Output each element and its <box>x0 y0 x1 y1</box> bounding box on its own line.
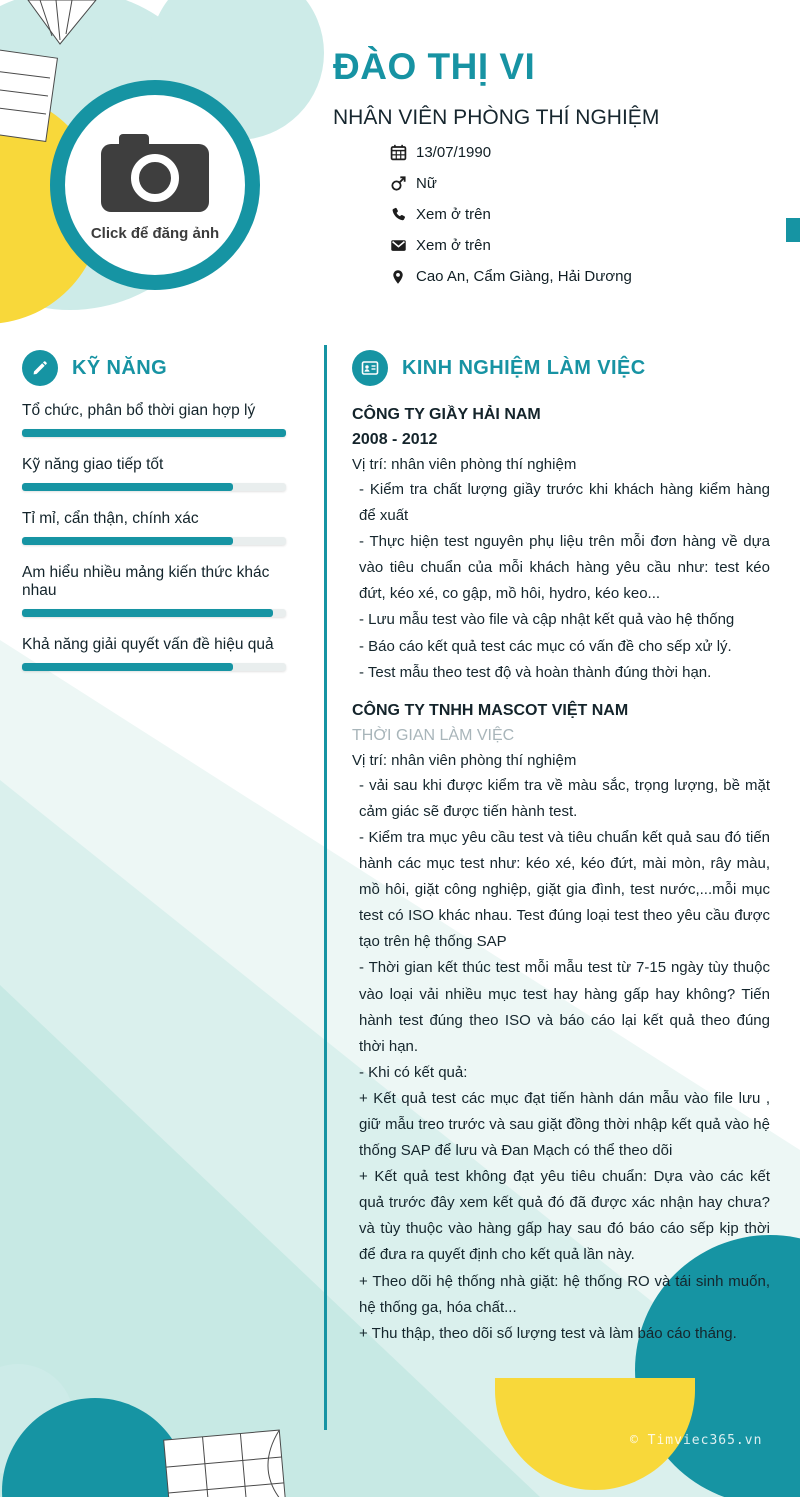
skill-item <box>22 564 286 617</box>
job-detail-line: + Kết quả test các mục đạt tiến hành dán mẫu vào file lưu , giữ mẫu treo trước và sau giặt đồng thời nhập kết quả vào hệ thống SAP để lưu và Đan Mạch có thể theo dõi <box>359 1089 770 1160</box>
contact-row <box>386 235 632 256</box>
job-entry <box>352 702 770 1347</box>
gender-icon <box>386 175 410 192</box>
skills-section <box>22 350 286 690</box>
contact-list <box>386 142 632 297</box>
job-detail-line: + Kết quả test không đạt yêu tiêu chuẩn: Dựa vào các kết quả trước đây xem kết quả đó đã được xác nhận hay chưa? và tùy thuộc vào hàng gấp hay sau đó báo cáo sếp kịp thời để đưa ra quyết định cho kết quả lần này. <box>359 1168 770 1264</box>
skill-bar-track <box>22 537 286 545</box>
right-edge-teal-square <box>786 218 800 242</box>
job-detail-line: - vải sau khi được kiểm tra về màu sắc, trọng lượng, bề mặt cảm giác sẽ được tiến hành test. <box>359 776 770 820</box>
skill-item <box>22 456 286 491</box>
calendar-icon <box>386 144 410 161</box>
skills-title: KỸ NĂNG <box>72 356 168 379</box>
job-detail-line: - Kiểm tra mục yêu cầu test và tiêu chuẩn kết quả sau đó tiến hành các mục test như: kéo xé, kéo đứt, mài mòn, rây màu, mồ hôi, giặt công nghiệp, giặt gia đình, test nước,...mỗi mục test có ISO khác nhau. Test đúng loại test theo yêu cầu được tạo trên hệ thống SAP <box>359 828 770 951</box>
job-company: CÔNG TY TNHH MASCOT VIỆT NAM <box>352 701 629 719</box>
skill-bar-fill <box>22 429 286 437</box>
experience-list <box>352 406 770 1347</box>
skill-item <box>22 636 286 671</box>
job-entry <box>352 406 770 686</box>
contact-value: Xem ở trên <box>416 237 491 254</box>
skill-label: Am hiểu nhiều mảng kiến thức khác nhau <box>22 564 270 599</box>
column-divider <box>324 345 327 1430</box>
contact-value: Xem ở trên <box>416 206 491 223</box>
skill-bar-fill <box>22 537 233 545</box>
contact-row <box>386 204 632 225</box>
job-position: Vị trí: nhân viên phòng thí nghiệm <box>352 751 577 769</box>
skill-bar-fill <box>22 663 233 671</box>
photo-caption: Click để đăng ảnh <box>90 225 220 242</box>
email-icon <box>386 237 410 254</box>
skill-label: Tỉ mỉ, cẩn thận, chính xác <box>22 510 199 527</box>
skill-item <box>22 402 286 437</box>
candidate-name: ĐÀO THỊ VI <box>333 46 536 87</box>
experience-header <box>352 350 770 386</box>
skills-header <box>22 350 286 386</box>
id-badge-icon <box>352 350 388 386</box>
contact-value: Nữ <box>416 175 437 192</box>
skill-item <box>22 510 286 545</box>
experience-section <box>352 350 770 1363</box>
candidate-job-title: NHÂN VIÊN PHÒNG THÍ NGHIỆM <box>333 106 660 129</box>
contact-value: Cao An, Cẩm Giàng, Hải Dương <box>416 268 632 285</box>
job-detail-line: - Khi có kết quả: <box>359 1063 468 1081</box>
sketch-grid-icon <box>163 1429 288 1497</box>
job-detail-line: - Lưu mẫu test vào file và cập nhật kết quả vào hệ thống <box>359 611 735 629</box>
job-detail-line: - Thực hiện test nguyên phụ liệu trên mỗi đơn hàng về dựa vào tiêu chuẩn của mỗi khách hàng yêu cầu như: test kéo đứt, kéo xé, co gập, mồ hôi, hydro, kéo keo... <box>359 533 770 603</box>
contact-row <box>386 142 632 163</box>
pencil-icon <box>22 350 58 386</box>
experience-title: KINH NGHIỆM LÀM VIỆC <box>402 356 646 379</box>
skill-bar-track <box>22 609 286 617</box>
location-icon <box>386 269 410 285</box>
job-detail-line: - Thời gian kết thúc test mỗi mẫu test từ 7-15 ngày tùy thuộc vào loại vải nhiều mục test hay hàng gấp hay không? Tiến hành test đúng theo ISO và báo cáo lại kết quả theo đúng thời hạn. <box>359 959 770 1055</box>
skills-list <box>22 402 286 671</box>
job-detail-line: + Thu thập, theo dõi số lượng test và làm báo cáo tháng. <box>359 1324 737 1342</box>
photo-upload-placeholder[interactable] <box>50 80 260 290</box>
job-detail-line: + Theo dõi hệ thống nhà giặt: hệ thống RO và tái sinh muốn, hệ thống ga, hóa chất... <box>359 1272 770 1316</box>
job-period: THỜI GIAN LÀM VIỆC <box>352 726 515 744</box>
phone-icon <box>386 207 410 223</box>
site-watermark: © Timviec365.vn <box>630 1433 763 1448</box>
skill-bar-fill <box>22 609 273 617</box>
skill-label: Khả năng giải quyết vấn đề hiệu quả <box>22 636 274 653</box>
job-company: CÔNG TY GIẦY HẢI NAM <box>352 406 541 423</box>
skill-bar-track <box>22 429 286 437</box>
skill-label: Tổ chức, phân bổ thời gian hợp lý <box>22 402 256 419</box>
skill-bar-track <box>22 663 286 671</box>
job-detail-line: - Test mẫu theo test độ và hoàn thành đúng thời hạn. <box>359 663 712 681</box>
job-period: 2008 - 2012 <box>352 431 438 448</box>
camera-icon <box>95 128 215 221</box>
contact-value: 13/07/1990 <box>416 144 492 161</box>
job-detail-line: - Báo cáo kết quả test các mục có vấn đề cho sếp xử lý. <box>359 637 732 655</box>
skill-label: Kỹ năng giao tiếp tốt <box>22 456 164 473</box>
job-position: Vị trí: nhân viên phòng thí nghiệm <box>352 456 577 473</box>
contact-row <box>386 173 632 194</box>
contact-row <box>386 266 632 287</box>
skill-bar-track <box>22 483 286 491</box>
skill-bar-fill <box>22 483 233 491</box>
job-detail-line: - Kiểm tra chất lượng giầy trước khi khách hàng kiểm hàng để xuất <box>359 481 770 525</box>
